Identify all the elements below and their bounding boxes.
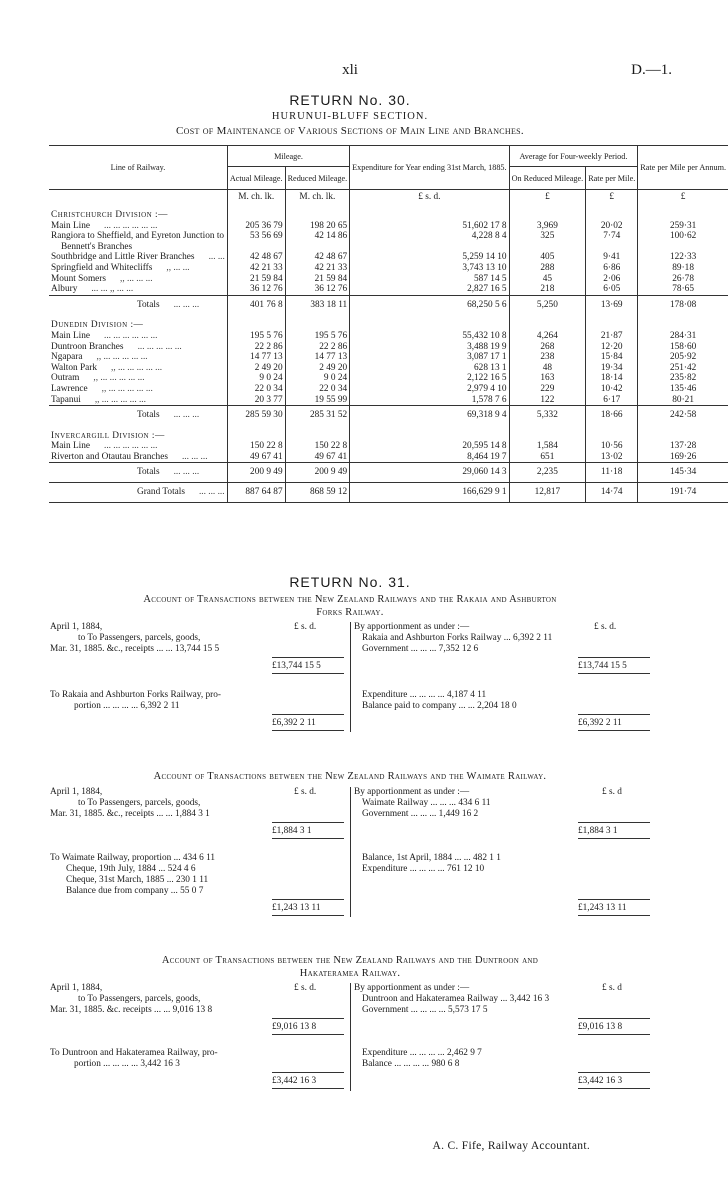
acct3-left-line: To Duntroon and Hakateramea Railway, pro- (50, 1048, 218, 1058)
cell-rpm: 18·14 (586, 373, 638, 384)
cell-actual: 21 59 84 (227, 274, 285, 285)
line-name: Totals (137, 410, 160, 421)
cell-exp: 3,743 13 10 (350, 263, 509, 274)
cell-actual: 53 56 69 (227, 231, 285, 242)
cell-exp: 5,259 14 10 (350, 252, 509, 263)
cell-exp: 166,629 9 1 (350, 483, 509, 503)
header-actual: Actual Mileage. (227, 167, 285, 190)
line-name: Main Line (51, 441, 90, 452)
acct1-right-total: £6,392 2 11 (578, 718, 622, 728)
cell-avg: 1,584 (509, 441, 586, 452)
line-name: Riverton and Otautau Branches (51, 451, 168, 462)
cell-actual: 9 0 24 (227, 373, 285, 384)
cell-avg: 218 (509, 284, 586, 295)
cell-reduced: 200 9 49 (285, 463, 350, 483)
return-31-title: RETURN No. 31. (289, 574, 411, 590)
line-name: Lawrence (51, 383, 88, 394)
line-name: Main Line (51, 220, 90, 231)
leader-dots: ... ... ... ... ... (137, 341, 182, 352)
cell-exp: 68,250 5 6 (350, 295, 509, 314)
cell-actual: 22 0 34 (227, 384, 285, 395)
line-name: Bennett's Branches (61, 241, 133, 252)
header-line: Line of Railway. (49, 146, 227, 190)
cell-rpa: 100·62 (638, 231, 728, 242)
leader-dots: ... ... (208, 252, 225, 263)
acct1-right-line: Expenditure ... ... ... ... 4,187 4 11 (362, 690, 487, 700)
cell-actual: 2 49 20 (227, 363, 285, 374)
cell-rpm: 6·05 (586, 284, 638, 295)
cell-reduced: 36 12 76 (285, 284, 350, 295)
cell-actual: 887 64 87 (227, 483, 285, 503)
header-expenditure: Expenditure for Year ending 31st March, 1885. (350, 146, 509, 190)
acct2-right-line: Government ... ... ... 1,449 16 2 (362, 809, 479, 819)
cell-rpa: 259·31 (638, 221, 728, 232)
acct2-right-line: Expenditure ... ... ... ... 761 12 10 (362, 864, 485, 874)
acct1-left-line: to To Passengers, parcels, goods, (78, 633, 201, 643)
leader-dots: ... ... ... ... ... ... (104, 330, 158, 341)
acct2-right-total: £1,884 3 1 (578, 826, 618, 836)
cell-reduced: 9 0 24 (285, 373, 350, 384)
leader-dots: ... ... ... (198, 487, 225, 498)
division-name: Christchurch Division :— (51, 210, 168, 220)
acct3-left-line: to To Passengers, parcels, goods, (78, 994, 201, 1004)
acct3-right-line: Balance ... ... ... ... 980 6 8 (362, 1059, 460, 1069)
cell-exp: 1,578 7 6 (350, 395, 509, 406)
cell-reduced: 195 5 76 (285, 331, 350, 342)
cell-rpa: 242·58 (638, 406, 728, 425)
cell-exp: 20,595 14 8 (350, 441, 509, 452)
cell-rpa: 122·33 (638, 252, 728, 263)
acct2-left-line: to To Passengers, parcels, goods, (78, 798, 201, 808)
cell-rpa: 178·08 (638, 295, 728, 314)
leader-dots: ,, ... ... ... ... ... (101, 383, 153, 394)
acct2-left-line: Cheque, 31st March, 1885 ... 230 1 11 (66, 875, 209, 885)
acct3-caption-2: Hakateramea Railway. (299, 968, 401, 979)
acct3-left-total: £9,016 13 8 (272, 1022, 317, 1032)
acct2-left-line: Balance due from company ... 55 0 7 (66, 886, 204, 896)
leader-dots: ... ... ... ... ... ... (104, 441, 158, 452)
cell-reduced: 285 31 52 (285, 406, 350, 425)
acct1-right-line: By apportionment as under :— (354, 622, 470, 632)
acct3-left-line: Mar. 31, 1885. &c. receipts ... ... 9,016 13 8 (50, 1005, 213, 1015)
cell-reduced: 14 77 13 (285, 352, 350, 363)
cell-avg: 405 (509, 252, 586, 263)
cell-avg: 651 (509, 452, 586, 463)
cell-avg: 3,969 (509, 221, 586, 232)
acct1-caption-2: Forks Railway. (316, 607, 384, 618)
leader-dots: ... ... ... (181, 451, 208, 462)
leader-dots: ,, ... ... (166, 262, 190, 273)
cell-rpa: 191·74 (638, 483, 728, 503)
acct1-left-total: £6,392 2 11 (272, 718, 316, 728)
cell-exp: 29,060 14 3 (350, 463, 509, 483)
cell-rpa: 89·18 (638, 263, 728, 274)
page-number: xli (342, 62, 358, 78)
header-on-reduced: On Reduced Mileage. (509, 167, 586, 190)
line-name: Springfield and Whitecliffs (51, 262, 153, 273)
cell-rpm: 19·34 (586, 363, 638, 374)
cell-actual: 401 76 8 (227, 295, 285, 314)
line-name: Southbridge and Little River Branches (51, 252, 195, 263)
cell-reduced: 19 55 99 (285, 395, 350, 406)
cell-avg: 238 (509, 352, 586, 363)
acct2-right-line: By apportionment as under :— (354, 787, 470, 797)
acct1-left-line: Mar. 31, 1885. &c., receipts ... ... 13,744 15 5 (50, 644, 220, 654)
acct2-right-total: £1,243 13 11 (578, 903, 627, 913)
cell-rpa: 135·46 (638, 384, 728, 395)
line-name: Albury (51, 284, 78, 295)
cell-reduced: 22 0 34 (285, 384, 350, 395)
page-reference: D.—1. (631, 62, 672, 78)
line-name: Outram (51, 373, 80, 384)
cell-rpm: 10·56 (586, 441, 638, 452)
cell-rpa: 80·21 (638, 395, 728, 406)
acct2-left-lsd: £ s. d. (294, 787, 317, 797)
acct1-left-line: April 1, 1884, (50, 622, 103, 632)
cell-avg: 288 (509, 263, 586, 274)
cell-avg: 12,817 (509, 483, 586, 503)
line-name: Duntroon Branches (51, 341, 124, 352)
cell-exp: 69,318 9 4 (350, 406, 509, 425)
cell-avg: 163 (509, 373, 586, 384)
cell-actual: 42 48 67 (227, 252, 285, 263)
cell-actual: 22 2 86 (227, 342, 285, 353)
acct1-left-lsd: £ s. d. (294, 622, 317, 632)
acct2-left-line: Cheque, 19th July, 1884 ... 524 4 6 (66, 864, 196, 874)
cell-reduced: 383 18 11 (285, 295, 350, 314)
cell-exp: 3,488 19 9 (350, 342, 509, 353)
division-name: Invercargill Division :— (51, 430, 165, 441)
cell-rpa: 205·92 (638, 352, 728, 363)
leader-dots: ,, ... ... ... ... ... (94, 394, 146, 405)
cell-reduced: 22 2 86 (285, 342, 350, 353)
cell-rpa: 78·65 (638, 284, 728, 295)
leader-dots: ,, ... ... ... (120, 273, 153, 284)
cell-exp: 3,087 17 1 (350, 352, 509, 363)
return-30-subtitle: HURUNUI-BLUFF SECTION. (271, 111, 429, 122)
cell-avg: 122 (509, 395, 586, 406)
cell-rpa: 251·42 (638, 363, 728, 374)
leader-dots: ,, ... ... ... ... ... (93, 373, 145, 384)
cell-exp: 628 13 1 (350, 363, 509, 374)
cell-actual: 14 77 13 (227, 352, 285, 363)
cell-actual: 150 22 8 (227, 441, 285, 452)
header-reduced: Reduced Mileage. (285, 167, 350, 190)
acct2-right-line: Balance, 1st April, 1884 ... ... 482 1 1 (362, 853, 501, 863)
leader-dots: ... ... ... (173, 410, 200, 421)
header-rate-annum: Rate per Mile per Annum. (638, 146, 728, 190)
cell-exp: 51,602 17 8 (350, 221, 509, 232)
acct1-caption-1: Account of Transactions between the New Zealand Railways and the Rakaia and Ashburton (143, 594, 557, 605)
cell-rpa: 284·31 (638, 331, 728, 342)
cell-rpm: 6·17 (586, 395, 638, 406)
cell-rpm: 13·02 (586, 452, 638, 463)
units-row: M. ch. lk. M. ch. lk. £ s. d. £ £ £ (49, 190, 728, 205)
acct3-caption-1: Account of Transactions between the New Zealand Railways and the Duntroon and (161, 955, 539, 966)
cell-rpa: 235·82 (638, 373, 728, 384)
acct1-right-line: Balance paid to company ... ... 2,204 18 0 (362, 701, 517, 711)
cell-rpa: 26·78 (638, 274, 728, 285)
acct1-right-line: Government ... ... ... 7,352 12 6 (362, 644, 479, 654)
cell-rpa: 169·26 (638, 452, 728, 463)
cell-rpm: 12·20 (586, 342, 638, 353)
acct2-right-lsd: £ s. d (602, 787, 622, 797)
cell-exp: 8,464 19 7 (350, 452, 509, 463)
cell-exp: 2,979 4 10 (350, 384, 509, 395)
signature: A. C. Fife, Railway Accountant. (432, 1140, 590, 1152)
cell-avg: 325 (509, 231, 586, 242)
leader-dots: ,, ... ... ... ... ... (96, 352, 148, 363)
header-mileage: Mileage. (227, 146, 349, 167)
leader-dots: ... ... ,, ... ... (91, 284, 134, 295)
acct3-right-line: Expenditure ... ... ... ... 2,462 9 7 (362, 1048, 482, 1058)
cell-rpm: 13·69 (586, 295, 638, 314)
cell-exp: 4,228 8 4 (350, 231, 509, 242)
acct1-left-line: To Rakaia and Ashburton Forks Railway, pro- (50, 690, 221, 700)
line-name: Grand Totals (137, 487, 185, 498)
cell-rpa: 137·28 (638, 441, 728, 452)
cell-avg: 4,264 (509, 331, 586, 342)
cell-actual: 42 21 33 (227, 263, 285, 274)
cell-rpm: 2·06 (586, 274, 638, 285)
cell-reduced: 42 48 67 (285, 252, 350, 263)
acct2-right-line: Waimate Railway ... ... ... 434 6 11 (362, 798, 491, 808)
acct1-right-lsd: £ s. d. (594, 622, 617, 632)
cell-avg: 229 (509, 384, 586, 395)
acct2-left-total: £1,243 13 11 (272, 903, 321, 913)
cell-reduced: 150 22 8 (285, 441, 350, 452)
acct3-right-line: By apportionment as under :— (354, 983, 470, 993)
cell-rpm: 15·84 (586, 352, 638, 363)
line-name: Mount Somers (51, 273, 107, 284)
line-name: Ngapara (51, 352, 83, 363)
cell-exp: 2,827 16 5 (350, 284, 509, 295)
leader-dots: ,, ... ... ... ... ... (111, 362, 163, 373)
cell-rpa: 158·60 (638, 342, 728, 353)
cell-rpm: 11·18 (586, 463, 638, 483)
leader-dots: ... ... ... ... ... ... (104, 220, 158, 231)
acct3-right-total: £3,442 16 3 (578, 1076, 623, 1086)
acct1-left-line: portion ... ... ... ... 6,392 2 11 (74, 701, 180, 711)
cell-avg: 48 (509, 363, 586, 374)
cell-rpm: 18·66 (586, 406, 638, 425)
acct3-left-total: £3,442 16 3 (272, 1076, 317, 1086)
acct2-left-line: April 1, 1884, (50, 787, 103, 797)
cell-exp: 55,432 10 8 (350, 331, 509, 342)
cell-rpa: 145·34 (638, 463, 728, 483)
cell-actual: 285 59 30 (227, 406, 285, 425)
cell-rpm: 14·74 (586, 483, 638, 503)
cell-actual: 200 9 49 (227, 463, 285, 483)
cell-avg: 5,332 (509, 406, 586, 425)
line-name: Totals (137, 467, 160, 478)
cell-actual: 205 36 79 (227, 221, 285, 232)
acct3-left-lsd: £ s. d. (294, 983, 317, 993)
cell-reduced: 42 14 86 (285, 231, 350, 242)
line-name: Rangiora to Sheffield, and Eyreton Junction to (51, 231, 225, 242)
acct3-right-lsd: £ s. d (602, 983, 622, 993)
leader-dots: ... ... ... (173, 467, 200, 478)
acct3-left-line: April 1, 1884, (50, 983, 103, 993)
cell-exp: 2,122 16 5 (350, 373, 509, 384)
cell-actual: 49 67 41 (227, 452, 285, 463)
header-rate-mile: Rate per Mile. (586, 167, 638, 190)
cell-rpm: 7·74 (586, 231, 638, 242)
cell-reduced: 2 49 20 (285, 363, 350, 374)
cell-reduced: 198 20 65 (285, 221, 350, 232)
return-30-title: RETURN No. 30. (289, 92, 411, 108)
acct3-right-total: £9,016 13 8 (578, 1022, 623, 1032)
acct2-left-line: To Waimate Railway, proportion ... 434 6 11 (50, 853, 216, 863)
cell-reduced: 42 21 33 (285, 263, 350, 274)
cell-actual: 36 12 76 (227, 284, 285, 295)
cell-rpm: 6·86 (586, 263, 638, 274)
cell-rpm: 21·87 (586, 331, 638, 342)
line-name: Tapanui (51, 394, 81, 405)
cell-avg: 5,250 (509, 295, 586, 314)
acct1-left-total: £13,744 15 5 (272, 661, 321, 671)
cell-rpm: 10·42 (586, 384, 638, 395)
cell-rpm: 9·41 (586, 252, 638, 263)
acct1-right-line: Rakaia and Ashburton Forks Railway ... 6,392 2 11 (362, 633, 553, 643)
header-average: Average for Four-weekly Period. (509, 146, 638, 167)
cell-reduced: 21 59 84 (285, 274, 350, 285)
division-name: Dunedin Division :— (51, 320, 144, 331)
cell-exp: 587 14 5 (350, 274, 509, 285)
cell-avg: 45 (509, 274, 586, 285)
leader-dots: ... ... ... (173, 299, 200, 310)
acct3-right-line: Government ... ... ... ... 5,573 17 5 (362, 1005, 488, 1015)
acct1-right-total: £13,744 15 5 (578, 661, 627, 671)
return-30-caption: Cost of Maintenance of Various Sections of Main Line and Branches. (176, 125, 524, 137)
acct3-left-line: portion ... ... ... ... 3,442 16 3 (74, 1059, 180, 1069)
line-name: Walton Park (51, 362, 97, 373)
cell-reduced: 49 67 41 (285, 452, 350, 463)
cell-avg: 268 (509, 342, 586, 353)
acct3-right-line: Duntroon and Hakateramea Railway ... 3,442 16 3 (362, 994, 550, 1004)
cell-actual: 195 5 76 (227, 331, 285, 342)
cell-rpm: 20·02 (586, 221, 638, 232)
cell-actual: 20 3 77 (227, 395, 285, 406)
cell-reduced: 868 59 12 (285, 483, 350, 503)
line-name: Main Line (51, 330, 90, 341)
line-name: Totals (137, 299, 160, 310)
acct2-left-total: £1,884 3 1 (272, 826, 312, 836)
acct2-caption: Account of Transactions between the New Zealand Railways and the Waimate Railway. (153, 771, 547, 782)
acct2-left-line: Mar. 31, 1885. &c., receipts ... ... 1,884 3 1 (50, 809, 210, 819)
cell-avg: 2,235 (509, 463, 586, 483)
